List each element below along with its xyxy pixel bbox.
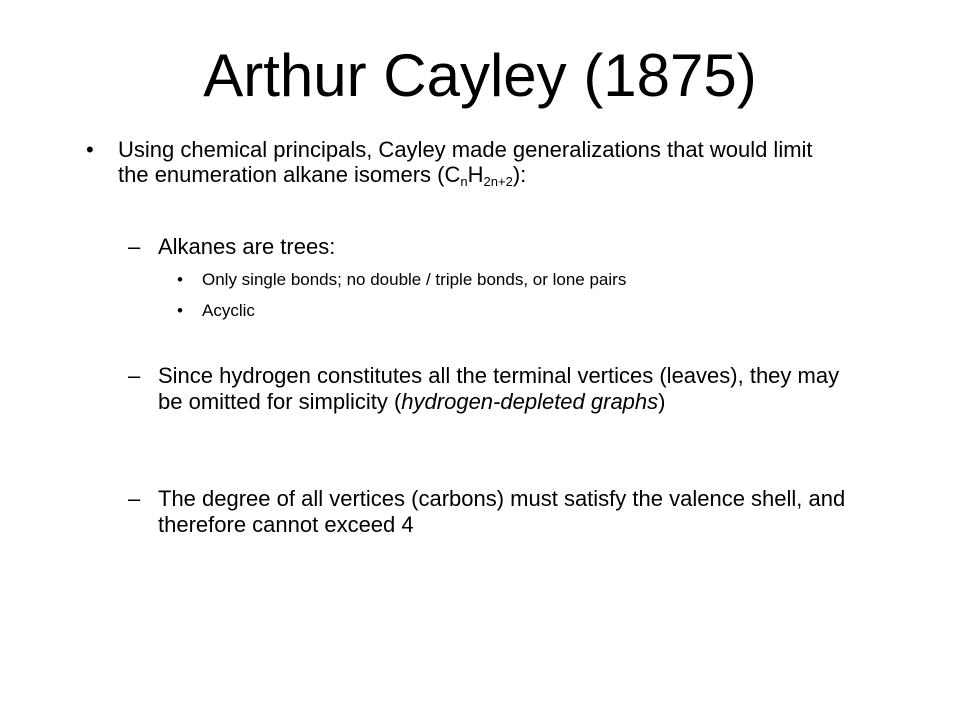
bullet-text-end: ):: [512, 162, 527, 187]
sub-bullet-text-end: ): [658, 389, 666, 414]
sub-bullet-text-italic: hydrogen-depleted graphs: [401, 389, 659, 414]
bullet-marker: •: [177, 270, 183, 289]
bullet-text-main: Using chemical principals, Cayley made generalizations that would limit the enumeration alkane isomers (C: [118, 137, 813, 187]
list-item-text: Acyclic: [202, 301, 255, 320]
dash-marker: –: [128, 234, 141, 259]
list-item-text: Only single bonds; no double / triple bonds, or lone pairs: [202, 270, 627, 289]
dash-marker: –: [128, 486, 141, 511]
sub-bullet-text-main: Since hydrogen constitutes all the terminal vertices (leaves), they may be omitted for simplicity (: [158, 363, 840, 414]
bullet-text-h: H: [467, 162, 484, 187]
sub-bullet-text: The degree of all vertices (carbons) must satisfy the valence shell, and therefore cannot exceed 4: [158, 486, 846, 537]
subscript-n: n: [460, 174, 468, 189]
sub-bullet-text: [158, 363, 858, 415]
bullet-marker: •: [86, 137, 94, 162]
bullet-text: [118, 137, 838, 187]
dash-marker: –: [128, 363, 141, 388]
subscript-2n-plus-2: 2n+2: [483, 174, 513, 189]
sub-bullet-text: Alkanes are trees:: [158, 234, 336, 259]
slide-title: Arthur Cayley (1875): [203, 42, 757, 109]
bullet-marker: •: [177, 301, 183, 320]
